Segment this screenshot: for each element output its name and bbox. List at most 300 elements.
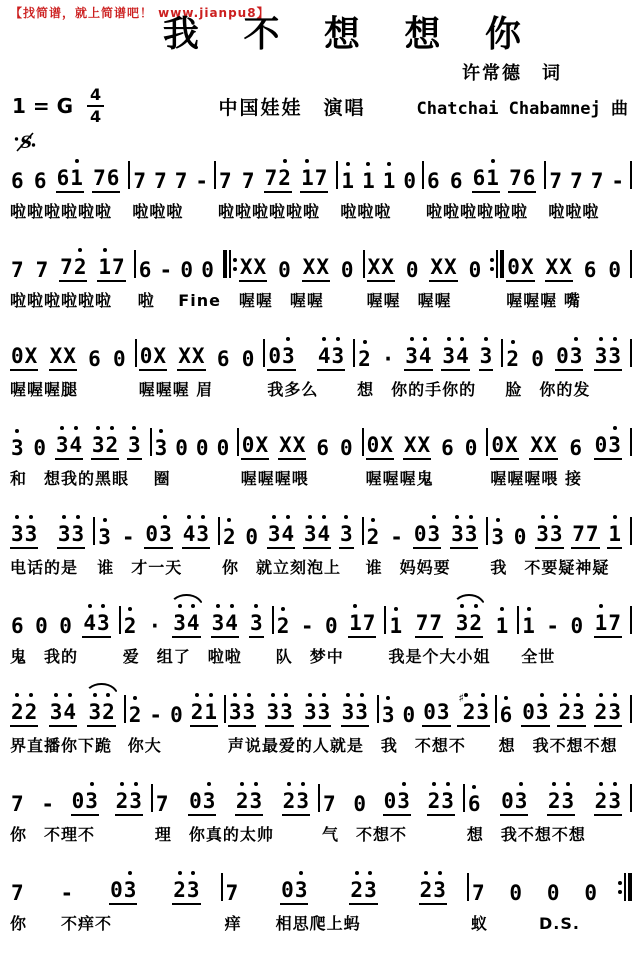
note-digit: 4: [69, 433, 83, 457]
note: [353, 785, 366, 816]
note: [318, 515, 331, 546]
slur-note-group: [87, 693, 115, 727]
note: [323, 785, 336, 816]
dot-glyph: [540, 693, 544, 697]
note: [295, 871, 308, 902]
note: [280, 693, 293, 724]
note: [242, 162, 255, 193]
svg-text:S: S: [20, 133, 33, 153]
note-digit: 2: [350, 878, 364, 902]
stroke-note-glyph: X: [444, 255, 457, 279]
note-digit: 4: [281, 522, 295, 546]
note-digit: 6: [499, 703, 513, 727]
note: [304, 693, 317, 724]
note-group: [366, 426, 394, 460]
note-digit: 7: [11, 258, 24, 282]
measure: [546, 155, 630, 222]
repeat-dot: [490, 267, 494, 271]
note-digit: 3: [608, 700, 621, 724]
repeat-end-barline: [618, 867, 632, 905]
measure: [364, 422, 487, 489]
octave-dot: [599, 604, 603, 611]
rest-glyph: 0: [402, 703, 416, 727]
octave-dot: [103, 248, 107, 255]
octave-dot: [90, 782, 94, 789]
note-group: [594, 604, 622, 638]
note: [93, 159, 106, 190]
note-digit: 3: [267, 522, 281, 546]
note-group: [58, 607, 73, 638]
octave-dot: [322, 337, 326, 344]
note-group: [222, 518, 237, 549]
time-signature-numerator: 4: [87, 87, 104, 107]
dot-glyph: [93, 693, 97, 697]
dot-glyph: [574, 337, 578, 341]
note-group: [471, 874, 486, 905]
note: [35, 607, 48, 638]
octave-dot: [613, 337, 617, 344]
lyric-text: 电话的是: [10, 558, 79, 577]
note-group: [174, 162, 189, 193]
note-group: [177, 337, 205, 371]
note-digit: 7: [549, 169, 563, 193]
measure-notes: [241, 422, 354, 460]
measure-notes: [10, 333, 127, 371]
note-digit: 2: [24, 700, 38, 724]
note: [364, 871, 377, 902]
note-digit: 3: [250, 611, 263, 635]
measure: [136, 244, 223, 311]
note: [456, 604, 469, 635]
stroke-note-glyph: X: [63, 344, 76, 368]
measure-notes: [367, 244, 483, 282]
note: [350, 871, 363, 902]
dot-glyph: [15, 515, 19, 519]
lyric-text: 谁 才一天: [97, 558, 183, 577]
note: [608, 782, 621, 813]
note-group: [97, 248, 125, 282]
measure-notes: [10, 155, 120, 193]
note: [486, 159, 499, 190]
octave-dot: [286, 515, 290, 522]
note-digit: 4: [225, 611, 238, 635]
note-digit: -: [41, 792, 54, 816]
dot-glyph: [371, 518, 375, 522]
note: [154, 162, 167, 193]
note-group: [40, 785, 55, 816]
note-group: [349, 871, 377, 905]
octave-dot: [15, 515, 19, 522]
dot-glyph: [447, 337, 451, 341]
octave-dot: [106, 693, 110, 700]
note-group: [547, 782, 575, 816]
note-digit: 3: [266, 700, 280, 724]
note: [608, 337, 621, 368]
note: [595, 337, 608, 368]
note-group: [10, 162, 25, 193]
octave-dot: [402, 782, 406, 789]
note-group: [505, 340, 520, 371]
note-group: [241, 340, 256, 371]
note: [129, 696, 142, 727]
note: [550, 515, 563, 546]
note-digit: 2: [105, 433, 119, 457]
lyric-text: 喔喔喔 眉: [138, 380, 214, 399]
note-group: [10, 515, 38, 549]
note-digit: -: [60, 881, 74, 905]
note-group: [610, 162, 625, 193]
note: [250, 782, 263, 813]
rest-glyph: 0: [423, 700, 436, 724]
note-digit: -: [546, 614, 560, 638]
measure: [216, 155, 336, 222]
measure-notes: [10, 867, 201, 905]
note-group: [317, 337, 345, 371]
lyric-text: 你 就立刻泡上: [222, 558, 342, 577]
octave-dot: [287, 782, 291, 789]
note-group: [402, 162, 417, 193]
note-digit: 3: [186, 878, 200, 902]
note-group: [303, 515, 331, 549]
dot-glyph: [368, 871, 372, 875]
lyric-text: 啦啦啦啦啦啦: [426, 202, 529, 221]
meta-row: [12, 87, 628, 125]
note: [465, 515, 478, 546]
note-group: [339, 429, 354, 460]
note: [170, 696, 183, 727]
note-digit: 4: [418, 344, 432, 368]
note-group: [322, 785, 337, 816]
rest-glyph: 0: [584, 881, 598, 905]
note-group: [383, 782, 411, 816]
note-group: [267, 337, 295, 371]
repeat-dot: [618, 890, 622, 894]
note: [72, 515, 85, 546]
note-digit: 3: [433, 878, 446, 902]
dot-glyph: [491, 159, 495, 163]
note-digit: 3: [282, 344, 295, 368]
note-group: [590, 162, 605, 193]
note-group: [557, 693, 585, 727]
lyric-text: 啦啦啦啦啦啦: [218, 202, 321, 221]
rest-glyph: 0: [468, 258, 482, 282]
bar-stroke: [229, 250, 231, 278]
note-group: [300, 607, 315, 638]
octave-dot: [128, 871, 132, 878]
note-digit: 3: [341, 700, 355, 724]
dot-glyph: [446, 782, 450, 786]
octave-dot: [283, 159, 287, 166]
key-signature-label: 1 = G: [12, 94, 74, 118]
dot-glyph: [284, 693, 288, 697]
note-digit: 3: [249, 789, 263, 813]
lyric-text: 啦啦啦: [132, 202, 184, 221]
measure: [153, 778, 318, 845]
note-group: [218, 162, 233, 193]
note-digit: 1: [301, 166, 314, 190]
measure: [95, 511, 218, 578]
measure: [8, 600, 119, 667]
dot-glyph: [322, 515, 326, 519]
note-digit: 7: [155, 792, 169, 816]
octave-dot: [308, 515, 312, 522]
note-digit: 3: [397, 789, 410, 813]
octave-dot: [511, 340, 515, 347]
note-group: [449, 162, 464, 193]
note: [187, 604, 200, 635]
dot-glyph: [474, 604, 478, 608]
dot-glyph: [15, 429, 19, 433]
measure-notes: [139, 333, 256, 371]
dot-glyph: [254, 782, 258, 786]
stroke-note-glyph: X: [381, 255, 394, 279]
note: [240, 248, 253, 279]
note: [316, 248, 329, 279]
note-group: [225, 874, 240, 905]
note: [25, 693, 38, 724]
stroke-note-glyph: X: [403, 433, 417, 457]
octave-dot: [132, 426, 136, 433]
octave-dot: [432, 515, 436, 522]
octave-dot: [75, 159, 79, 166]
note-group: [264, 159, 292, 193]
note: [595, 604, 608, 635]
note-digit: 3: [296, 789, 309, 813]
note-digit: 3: [98, 525, 111, 549]
dot-glyph: [527, 607, 531, 611]
note: [102, 693, 115, 724]
dot-glyph: [363, 340, 367, 344]
note-group: [241, 426, 269, 460]
octave-dot: [447, 337, 451, 344]
note-group: [607, 515, 622, 549]
note-group: [216, 340, 231, 371]
note-group: [35, 251, 50, 282]
measure-notes: [521, 600, 622, 638]
note-digit: 1: [389, 614, 403, 638]
stroke-note-glyph: X: [239, 255, 253, 279]
note: [11, 251, 24, 282]
stroke-note-glyph: X: [417, 433, 431, 457]
bar-stroke: [624, 873, 626, 901]
note: [122, 518, 135, 549]
notation-sheet: [8, 155, 632, 941]
note: [501, 782, 514, 813]
dot-glyph: [128, 607, 132, 611]
note-digit: 3: [24, 522, 38, 546]
note: [536, 515, 549, 546]
rest-glyph: 0: [507, 255, 520, 279]
note-digit: 2: [506, 347, 519, 371]
note: [316, 429, 329, 460]
rest-glyph: 0: [278, 258, 291, 282]
octave-dot: [284, 693, 288, 700]
note: [69, 426, 82, 457]
measure-notes: [322, 778, 455, 816]
octave-dot: [68, 693, 72, 700]
note-digit: 3: [97, 611, 110, 635]
note: [389, 607, 402, 638]
octave-dot: [469, 515, 473, 522]
note: [546, 248, 559, 279]
note: [383, 162, 396, 193]
measure: [424, 155, 544, 222]
rest-glyph: 0: [110, 878, 123, 902]
note-group: [389, 518, 404, 549]
octave-dot: [15, 429, 19, 436]
note: [506, 340, 519, 371]
note-digit: 3: [331, 344, 345, 368]
note: [341, 251, 354, 282]
octave-dot: [613, 426, 617, 433]
note-group: [548, 162, 563, 193]
note-group: [508, 874, 523, 905]
note: [140, 337, 153, 368]
dot-glyph: [305, 159, 309, 163]
dot-glyph: [96, 426, 100, 430]
octave-dot: [78, 248, 82, 255]
octave-dot: [455, 515, 459, 522]
note-digit: 3: [441, 789, 454, 813]
measure: [152, 422, 237, 489]
note: [217, 340, 230, 371]
note-digit: 7: [174, 169, 188, 193]
note-digit: 6: [449, 169, 463, 193]
note: [572, 693, 585, 724]
note: [175, 429, 188, 460]
note-digit: 6: [472, 166, 486, 190]
note: [505, 426, 518, 457]
note-digit: 2: [469, 611, 482, 635]
note: [456, 337, 469, 368]
note-group: [280, 871, 308, 905]
lyric-text: 想 我不想不想: [466, 825, 586, 844]
rest-glyph: 0: [201, 258, 214, 282]
note: [608, 515, 621, 546]
note-digit: 6: [316, 436, 329, 460]
lyric-text: 界直播你下跪: [10, 736, 113, 755]
octave-dot: [500, 607, 504, 614]
stroke-note-glyph: X: [253, 255, 267, 279]
note-group: [123, 607, 138, 638]
note: [278, 159, 291, 190]
dot-glyph: [366, 162, 370, 166]
dot-glyph: [191, 604, 195, 608]
note-group: [468, 251, 483, 282]
note-digit: 7: [572, 522, 585, 546]
note-digit: -: [300, 614, 314, 638]
dot-glyph: [247, 693, 251, 697]
note-digit: 3: [572, 700, 585, 724]
note-digit: 6: [216, 347, 230, 371]
note: [88, 340, 101, 371]
note-digit: 4: [317, 344, 331, 368]
lyric-text: 我 不要疑神疑: [490, 558, 610, 577]
note: [25, 515, 38, 546]
note: [281, 515, 294, 546]
notation-line: [8, 689, 632, 763]
note-group: [115, 782, 143, 816]
note: [282, 337, 295, 368]
note: [416, 604, 429, 635]
note-digit: 6: [467, 792, 481, 816]
note: [266, 693, 279, 724]
stroke-note-glyph: X: [505, 433, 518, 457]
dot-glyph: [191, 871, 195, 875]
measure: [469, 867, 618, 934]
barline: [630, 333, 632, 371]
lyric-text: 和 想我的黑眼: [10, 469, 130, 488]
rest-glyph: 0: [522, 700, 535, 724]
note-group: [10, 874, 25, 905]
rest-glyph: 0: [216, 436, 230, 460]
note: [255, 426, 268, 457]
lyric-text: 理 你真的太帅: [154, 825, 274, 844]
note: [571, 607, 584, 638]
note-group: [265, 693, 293, 727]
octave-dot: [527, 607, 531, 614]
note-group: [216, 429, 231, 460]
note-group: [529, 426, 557, 460]
dot-glyph: [432, 515, 436, 519]
octave-dot: [394, 607, 398, 614]
measure-notes: [128, 689, 216, 727]
notation-line: [8, 511, 632, 585]
note: [349, 604, 362, 635]
octave-dot: [613, 782, 617, 789]
note-group: [49, 337, 77, 371]
note: [226, 874, 239, 905]
note: [145, 515, 158, 546]
octave-dot: [336, 337, 340, 344]
note-digit: 7: [11, 792, 24, 816]
octave-dot: [133, 696, 137, 703]
segno-icon: [14, 131, 36, 153]
dot-glyph: [322, 693, 326, 697]
barline: [630, 244, 632, 282]
octave-dot: [191, 604, 195, 611]
measure: [130, 155, 214, 222]
note: [192, 337, 205, 368]
note-group: [10, 693, 38, 727]
note: [56, 426, 69, 457]
note: [584, 874, 597, 905]
note-digit: 7: [471, 881, 485, 905]
note-digit: ·: [381, 347, 395, 371]
octave-dot: [271, 693, 275, 700]
rest-glyph: 0: [268, 344, 282, 368]
note: [72, 782, 85, 813]
dot-glyph: [286, 515, 290, 519]
octave-dot: [305, 159, 309, 166]
note-digit: 3: [427, 522, 441, 546]
note-group: [56, 159, 84, 193]
stroke-note-glyph: X: [559, 255, 572, 279]
octave-dot: [163, 515, 167, 522]
dot-glyph: [346, 162, 350, 166]
note: [420, 871, 433, 902]
note-group: [211, 604, 239, 638]
measure: [504, 244, 630, 311]
bar-stroke: [630, 606, 632, 634]
note: [223, 518, 236, 549]
octave-dot: [519, 782, 523, 789]
note-group: [388, 607, 403, 638]
dot-glyph: [460, 604, 464, 608]
note-digit: 4: [182, 522, 196, 546]
note: [559, 248, 572, 279]
octave-dot: [491, 159, 495, 166]
